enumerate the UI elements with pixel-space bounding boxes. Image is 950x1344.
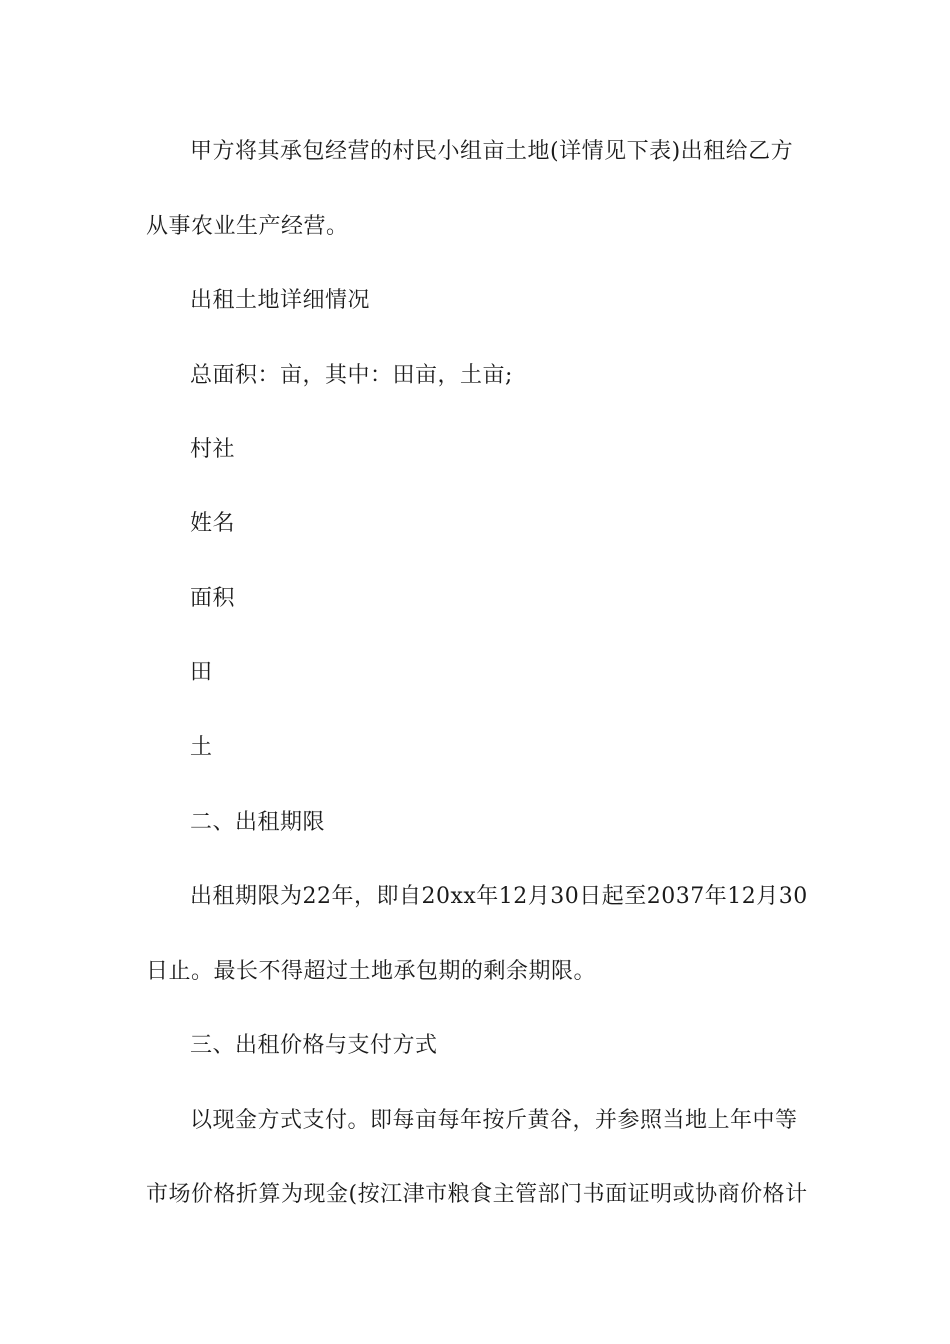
paragraph-lease-term: 出租期限为22年，即自20xx年12月30日起至2037年12月30 (190, 884, 808, 909)
section-land-details: 出租土地详细情况 (190, 288, 371, 313)
paragraph-lease-intro: 甲方将其承包经营的村民小组亩土地(详情见下表)出租给乙方 (190, 139, 794, 164)
field-area: 面积 (190, 586, 236, 611)
heading-price-payment: 三、出租价格与支付方式 (190, 1033, 438, 1058)
field-village: 村社 (190, 437, 236, 462)
paragraph-lease-term-cont: 日止。最长不得超过土地承包期的剩余期限。 (146, 959, 597, 984)
paragraph-payment: 以现金方式支付。即每亩每年按斤黄谷，并参照当地上年中等 (190, 1108, 798, 1133)
field-name: 姓名 (190, 511, 236, 536)
field-dryland: 土 (190, 735, 213, 760)
heading-lease-term: 二、出租期限 (190, 810, 326, 835)
total-area-line: 总面积：亩，其中：田亩，土亩; (190, 363, 513, 388)
paragraph-payment-cont: 市场价格折算为现金(按江津市粮食主管部门书面证明或协商价格计 (146, 1182, 808, 1207)
paragraph-lease-intro-cont: 从事农业生产经营。 (146, 214, 349, 239)
field-paddy: 田 (190, 660, 213, 685)
